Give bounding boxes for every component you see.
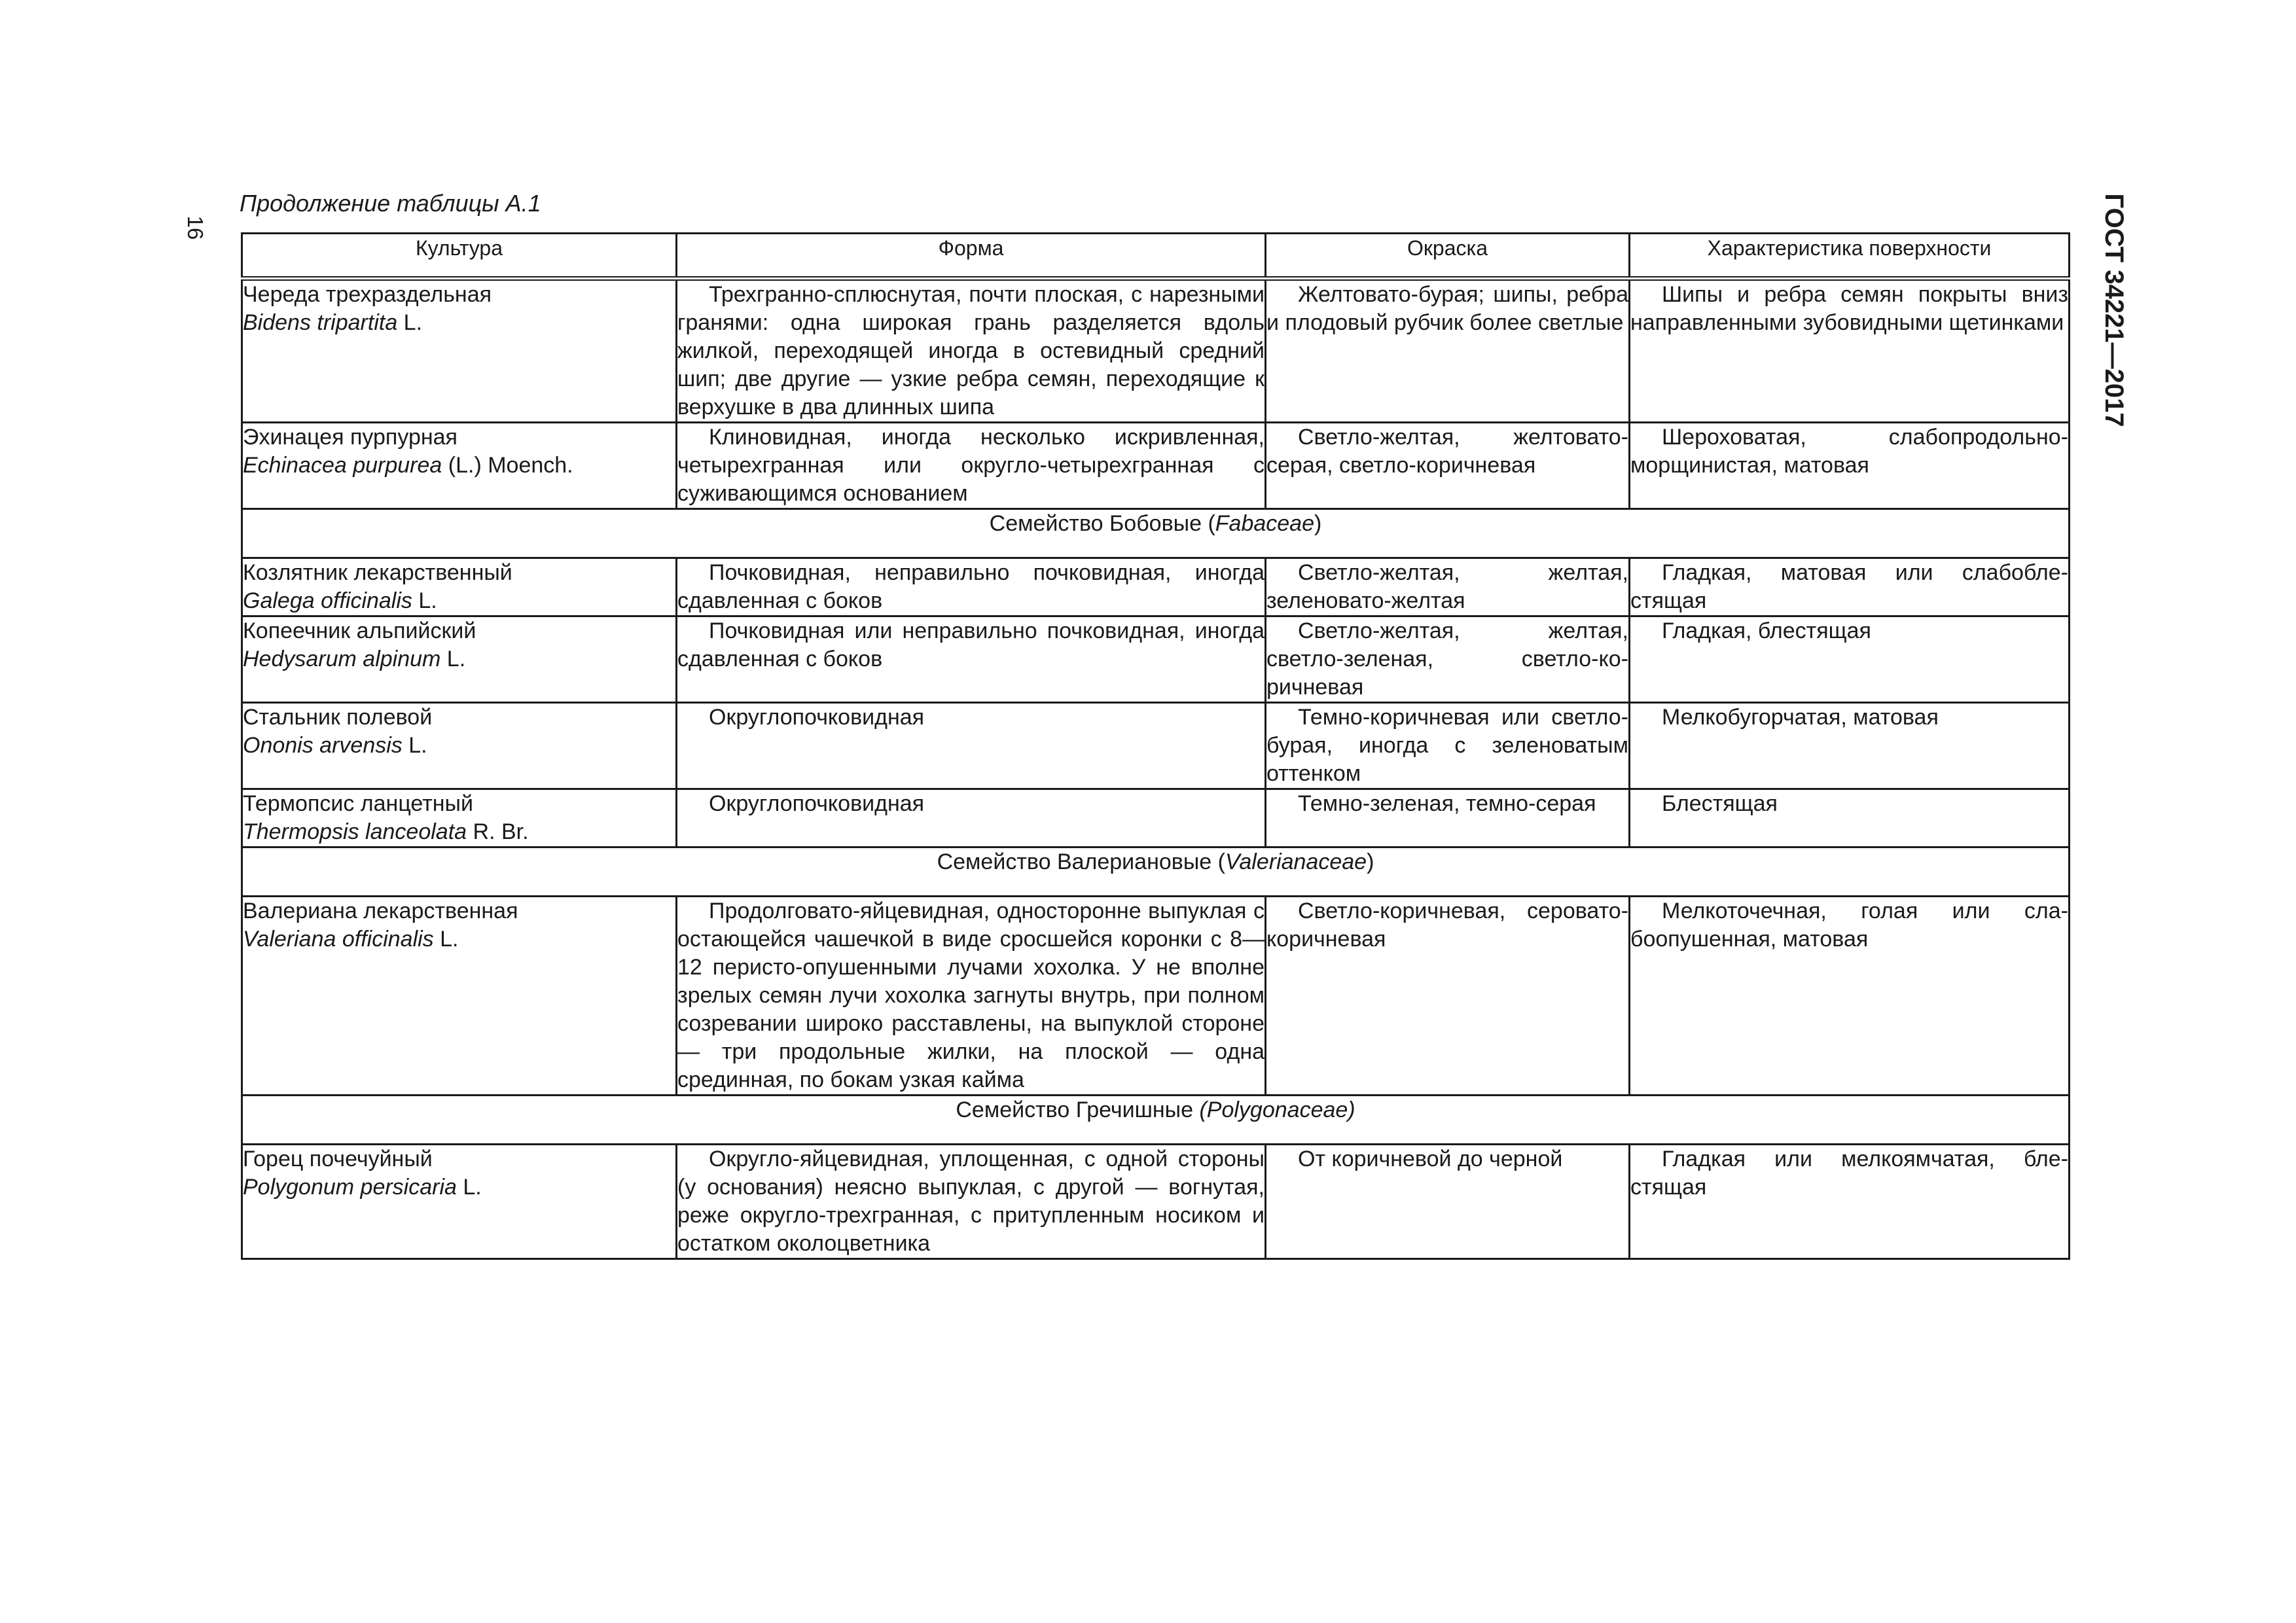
column-header-culture: Культура [242, 234, 677, 279]
table-row [242, 279, 2070, 423]
culture-cell [242, 789, 677, 847]
table-row [242, 616, 2070, 703]
family-label: Семейство Гречишные [956, 1097, 1200, 1122]
plant-author: L. [433, 927, 459, 952]
color-cell: От коричневой до черной [1266, 1145, 1630, 1259]
family-close: ) [1314, 511, 1322, 536]
culture-cell [242, 1145, 677, 1259]
family-latin: (Polygonaceae) [1199, 1097, 1355, 1122]
surface-cell: Блестящая [1630, 789, 2070, 847]
plant-name-ru: Копеечник альпийский [243, 618, 476, 643]
color-cell: Желтовато-бурая; шипы, ребра и плодовый рубчик более светлые [1266, 279, 1630, 423]
table-header-row [242, 234, 2070, 279]
family-heading [242, 509, 2070, 558]
table-row [242, 1145, 2070, 1259]
column-header-form: Форма [677, 234, 1266, 279]
surface-cell: Гладкая, матовая или слабоблестящая [1630, 558, 2070, 616]
surface-cell: Шипы и ребра семян покрыты вниз направленными зубовидными щетинками [1630, 279, 2070, 423]
table-row [242, 897, 2070, 1096]
plant-author: L. [440, 647, 466, 671]
form-cell: Клиновидная, иногда несколько искривленная, четырехгранная или округло-четырехгранная с суживающимся основанием [677, 423, 1266, 509]
family-row [242, 847, 2070, 897]
plant-name-ru: Стальник полевой [243, 705, 433, 730]
page-number: 16 [183, 215, 207, 240]
plant-author: L. [412, 588, 437, 613]
standard-code: ГОСТ 34221—2017 [2100, 193, 2128, 427]
form-cell: Округлопочковидная [677, 703, 1266, 789]
plant-name-latin: Echinacea purpurea [243, 453, 442, 478]
plant-author: L. [456, 1175, 482, 1200]
table-row [242, 558, 2070, 616]
color-cell: Светло-желтая, желтая, зеленовато-желтая [1266, 558, 1630, 616]
color-cell: Темно-зеленая, темно-серая [1266, 789, 1630, 847]
plant-name-ru: Эхинацея пурпурная [243, 425, 457, 450]
form-cell: Почковидная или неправильно почковидная, иногда сдавленная с боков [677, 616, 1266, 703]
plant-author: R. Br. [467, 819, 529, 844]
table-row [242, 703, 2070, 789]
column-header-surface: Характеристика поверхности [1630, 234, 2070, 279]
surface-cell: Шероховатая, слабопродольно-морщинистая, матовая [1630, 423, 2070, 509]
culture-cell [242, 616, 677, 703]
seed-characteristics-table [241, 232, 2070, 1260]
color-cell: Светло-желтая, желтовато-серая, светло-коричневая [1266, 423, 1630, 509]
color-cell: Темно-коричневая или светло-бурая, иногда с зеленоватым оттенком [1266, 703, 1630, 789]
surface-cell: Мелкоточечная, голая или слабоопушенная, матовая [1630, 897, 2070, 1096]
family-row [242, 509, 2070, 558]
family-heading [242, 1096, 2070, 1145]
table-row [242, 423, 2070, 509]
color-cell: Светло-коричневая, серовато-коричневая [1266, 897, 1630, 1096]
plant-name-ru: Череда трехраздельная [243, 282, 492, 307]
plant-name-latin: Ononis arvensis [243, 733, 403, 758]
culture-cell [242, 897, 677, 1096]
family-close: ) [1367, 849, 1374, 874]
plant-author: L. [397, 310, 423, 335]
culture-cell [242, 558, 677, 616]
plant-name-latin: Thermopsis lanceolata [243, 819, 467, 844]
culture-cell [242, 703, 677, 789]
plant-name-latin: Polygonum persicaria [243, 1175, 457, 1200]
table-row [242, 789, 2070, 847]
family-label: Семейство Бобовые ( [989, 511, 1215, 536]
surface-cell: Гладкая или мелкоямчатая, блестящая [1630, 1145, 2070, 1259]
plant-author: (L.) Moench. [442, 453, 573, 478]
family-latin: Valerianaceae [1225, 849, 1367, 874]
form-cell: Почковидная, неправильно почковидная, иногда сдавленная с боков [677, 558, 1266, 616]
culture-cell [242, 279, 677, 423]
family-heading [242, 847, 2070, 897]
plant-name-ru: Термопсис ланцетный [243, 791, 473, 816]
family-row [242, 1096, 2070, 1145]
form-cell: Округло-яйцевидная, уплощенная, с одной стороны (у основания) неясно выпуклая, с другой — вогнутая, реже округло-трехгранная, с притупленным носиком и остатком околоцветника [677, 1145, 1266, 1259]
surface-cell: Мелкобугорчатая, матовая [1630, 703, 2070, 789]
plant-name-ru: Горец почечуйный [243, 1147, 433, 1171]
plant-name-latin: Bidens tripartita [243, 310, 398, 335]
culture-cell [242, 423, 677, 509]
plant-name-ru: Козлятник лекарственный [243, 560, 512, 585]
plant-name-latin: Galega officinalis [243, 588, 412, 613]
plant-name-latin: Valeriana officinalis [243, 927, 434, 952]
family-latin: Fabaceae [1215, 511, 1315, 536]
color-cell: Светло-желтая, желтая, светло-зеленая, светло-коричневая [1266, 616, 1630, 703]
form-cell: Продолговато-яйцевидная, односторонне выпуклая с остающейся чашечкой в виде сросшейся коронки с 8—12 перисто-опушенными лучами хохолка. У не вполне зрелых семян лучи хохолка загнуты внутрь, при полном созревании широко расставлены, на выпуклой стороне — три продольные жилки, на плоской — одна срединная, по бокам узкая кайма [677, 897, 1266, 1096]
plant-author: L. [402, 733, 427, 758]
plant-name-latin: Hedysarum alpinum [243, 647, 441, 671]
family-label: Семейство Валериановые ( [937, 849, 1225, 874]
form-cell: Округлопочковидная [677, 789, 1266, 847]
plant-name-ru: Валериана лекарственная [243, 899, 518, 923]
column-header-color: Окраска [1266, 234, 1630, 279]
surface-cell: Гладкая, блестящая [1630, 616, 2070, 703]
table-caption: Продолжение таблицы А.1 [240, 190, 541, 217]
form-cell: Трехгранно-сплюснутая, почти плоская, с нарезными гранями: одна широкая грань разделяется вдоль жилкой, переходящей иногда в остевидный средний шип; две другие — узкие ребра семян, переходящие к верхушке в два длинных шипа [677, 279, 1266, 423]
